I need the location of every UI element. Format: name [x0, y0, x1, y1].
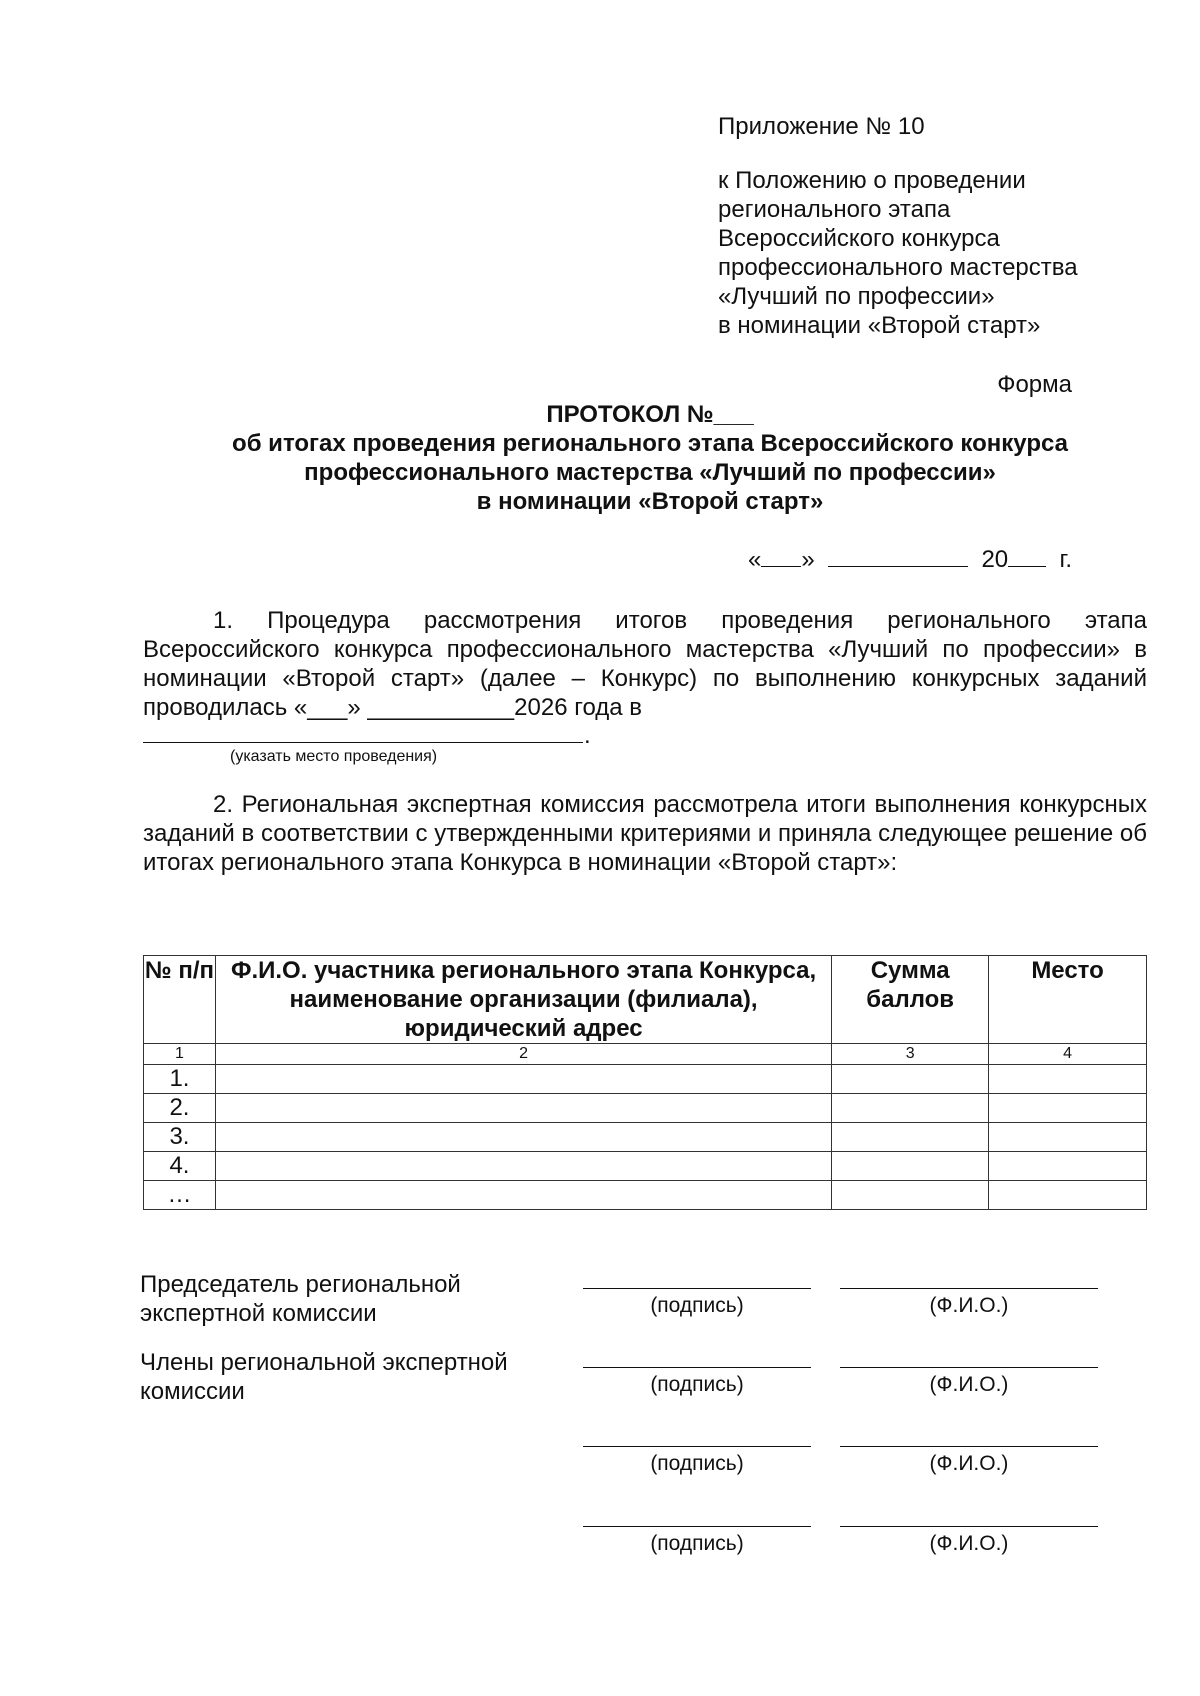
name-caption: (Ф.И.О.) — [929, 1373, 1009, 1396]
score-cell[interactable] — [832, 1065, 989, 1094]
date-line — [748, 544, 1072, 574]
members-label: Члены региональной экспертной комиссии — [140, 1349, 508, 1405]
name-line[interactable] — [840, 1526, 1098, 1527]
paragraph-2-text: 2. Региональная экспертная комиссия рассмотрела итоги выполнения конкурсных заданий в соответствии с утвержденными критериями и приняла следующее решение об итогах регионального этапа Конкурса в номинации «Второй старт»: — [143, 791, 1147, 876]
signature-line[interactable] — [583, 1288, 811, 1289]
name-caption: (Ф.И.О.) — [929, 1452, 1009, 1475]
table-row — [144, 1152, 1147, 1181]
score-cell[interactable] — [832, 1152, 989, 1181]
appendix-line: в номинации «Второй старт» — [718, 312, 1041, 339]
row-number: … — [144, 1181, 216, 1210]
paragraph-1-text: 1. Процедура рассмотрения итогов проведения регионального этапа Всероссийского конкурса профессионального мастерства «Лучший по профессии» в номинации «Второй старт» (далее – Конкурс) по выполнению конкурсных заданий проводилась «___» ___________2026 года в — [143, 607, 1147, 721]
place-dot: . — [584, 722, 591, 749]
participant-cell[interactable] — [215, 1094, 831, 1123]
name-caption: (Ф.И.О.) — [929, 1532, 1009, 1555]
appendix-number: Приложение № 10 — [718, 113, 925, 140]
results-table — [143, 955, 1147, 1210]
signature-line[interactable] — [583, 1526, 811, 1527]
year-blank[interactable] — [1008, 544, 1046, 567]
header-score: Сумма баллов — [832, 956, 989, 1044]
name-line[interactable] — [840, 1367, 1098, 1368]
form-label: Форма — [997, 371, 1072, 398]
header-place: Место — [989, 956, 1147, 1044]
column-number: 1 — [144, 1044, 216, 1065]
date-open-quote: « — [748, 546, 762, 573]
score-cell[interactable] — [832, 1181, 989, 1210]
signature-caption: (подпись) — [650, 1373, 744, 1396]
signature-caption: (подпись) — [650, 1452, 744, 1475]
participant-cell[interactable] — [215, 1181, 831, 1210]
row-number: 3. — [144, 1123, 216, 1152]
title-line: ПРОТОКОЛ №___ — [546, 401, 754, 428]
year-prefix: 20 — [981, 546, 1009, 573]
paragraph-1 — [143, 606, 1147, 722]
name-line[interactable] — [840, 1446, 1098, 1447]
row-number: 1. — [144, 1065, 216, 1094]
chairman-label: Председатель региональной экспертной комиссии — [140, 1271, 461, 1327]
participant-cell[interactable] — [215, 1123, 831, 1152]
column-number: 4 — [989, 1044, 1147, 1065]
place-cell[interactable] — [989, 1094, 1147, 1123]
title-line: об итогах проведения регионального этапа Всероссийского конкурса — [232, 430, 1068, 457]
place-cell[interactable] — [989, 1123, 1147, 1152]
score-cell[interactable] — [832, 1123, 989, 1152]
signature-line[interactable] — [583, 1367, 811, 1368]
table-row — [144, 1181, 1147, 1210]
paragraph-2 — [143, 790, 1147, 877]
document-title — [0, 400, 1200, 516]
row-number: 2. — [144, 1094, 216, 1123]
column-number: 2 — [215, 1044, 831, 1065]
signature-caption: (подпись) — [650, 1532, 744, 1555]
participant-cell[interactable] — [215, 1065, 831, 1094]
signature-caption: (подпись) — [650, 1294, 744, 1317]
title-line: в номинации «Второй старт» — [476, 488, 824, 515]
name-caption: (Ф.И.О.) — [929, 1294, 1009, 1317]
column-number: 3 — [832, 1044, 989, 1065]
date-close-quote: » — [801, 546, 815, 573]
signature-line[interactable] — [583, 1446, 811, 1447]
place-cell[interactable] — [989, 1065, 1147, 1094]
header-participant: Ф.И.О. участника регионального этапа Конкурса, наименование организации (филиала), юридический адрес — [215, 956, 831, 1044]
table-header-row — [144, 956, 1147, 1044]
place-caption: (указать место проведения) — [230, 748, 438, 765]
place-blank[interactable] — [143, 742, 583, 743]
appendix-line: профессионального мастерства — [718, 254, 1078, 281]
name-line[interactable] — [840, 1288, 1098, 1289]
year-suffix: г. — [1059, 546, 1072, 573]
day-blank[interactable] — [761, 544, 801, 567]
table-row — [144, 1123, 1147, 1152]
column-numbers-row — [144, 1044, 1147, 1065]
place-cell[interactable] — [989, 1181, 1147, 1210]
appendix-line: Всероссийского конкурса — [718, 225, 1000, 252]
month-blank[interactable] — [828, 544, 968, 567]
appendix-block — [718, 112, 1078, 340]
table-row — [144, 1094, 1147, 1123]
appendix-line: к Положению о проведении — [718, 167, 1026, 194]
place-cell[interactable] — [989, 1152, 1147, 1181]
score-cell[interactable] — [832, 1094, 989, 1123]
row-number: 4. — [144, 1152, 216, 1181]
appendix-line: «Лучший по профессии» — [718, 283, 995, 310]
appendix-line: регионального этапа — [718, 196, 951, 223]
title-line: профессионального мастерства «Лучший по профессии» — [304, 459, 996, 486]
header-number: № п/п — [144, 956, 216, 1044]
table-row — [144, 1065, 1147, 1094]
participant-cell[interactable] — [215, 1152, 831, 1181]
